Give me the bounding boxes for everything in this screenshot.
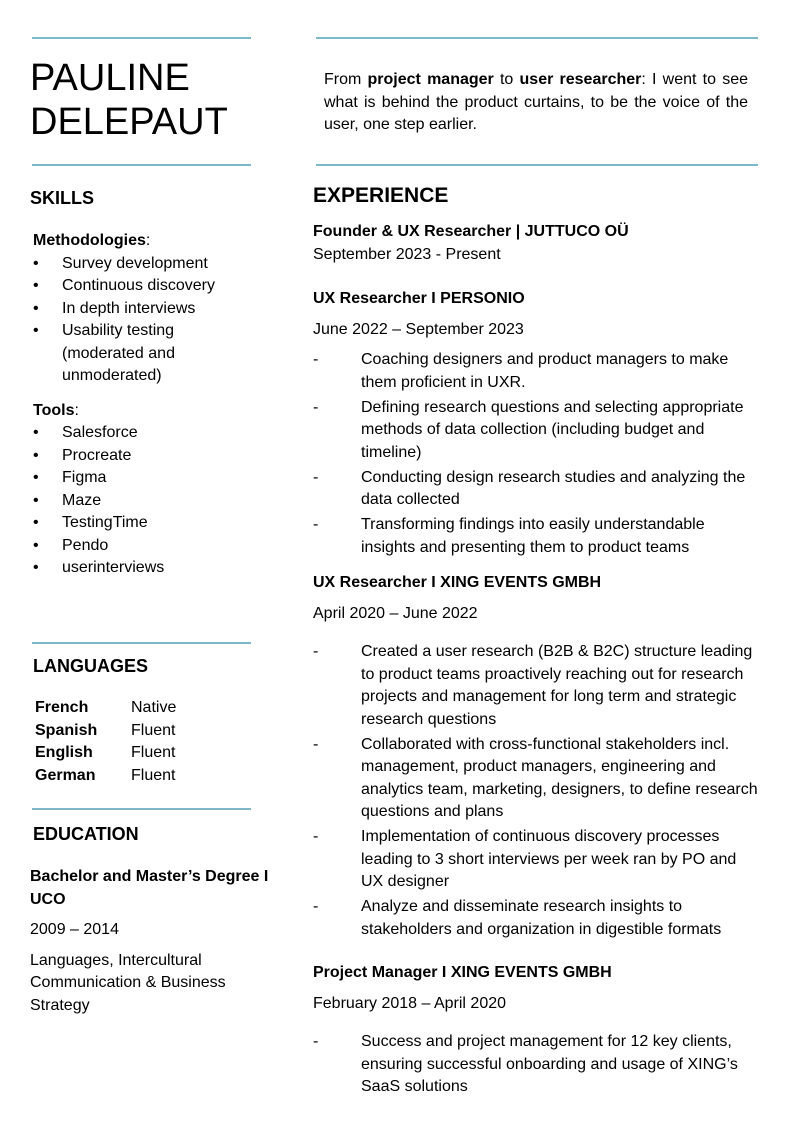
language-level: Fluent [131, 721, 176, 739]
languages-list [35, 697, 176, 787]
experience-heading: EXPERIENCE [313, 184, 449, 207]
tool-item-text: Figma [62, 469, 107, 486]
job-bullet-text: Coaching designers and product managers to make them proficient in UXR. [361, 351, 729, 391]
job-bullet-text: Collaborated with cross-functional stakeholders incl. management, product managers, engineering and analytics team, marketing, designers, to define research questions and plans [361, 735, 758, 820]
summary [324, 69, 748, 137]
job-bullet [313, 1031, 759, 1099]
job-bullets [313, 349, 753, 559]
last-name: DELEPAUT [30, 101, 228, 143]
tool-item [33, 490, 243, 513]
tool-item [33, 445, 243, 468]
language-row [35, 697, 176, 720]
bullet-marker: - [313, 1033, 319, 1050]
divider [32, 808, 251, 810]
summary-emphasis: project manager [367, 71, 494, 88]
methodology-item [33, 275, 243, 298]
job-bullet [313, 467, 753, 512]
language-name: French [35, 699, 89, 716]
divider [316, 37, 758, 39]
job-bullet [313, 896, 759, 941]
job-title: UX Researcher I XING EVENTS GMBH [313, 574, 602, 591]
language-row [35, 765, 176, 788]
job-bullet [313, 349, 753, 394]
language-level: Fluent [131, 766, 176, 784]
job-dates: February 2018 – April 2020 [313, 994, 507, 1012]
job-title: UX Researcher I PERSONIO [313, 290, 525, 307]
methodology-item-text: Usability testing (moderated and unmoderated) [62, 322, 175, 384]
methodologies-label: Methodologies [33, 232, 146, 249]
bullet-marker: - [313, 468, 319, 486]
education-field: Languages, Intercultural Communication & Business Strategy [30, 951, 226, 1014]
job-bullets [313, 641, 759, 941]
job-entry [313, 221, 629, 266]
methodology-item-text: In depth interviews [62, 299, 196, 317]
divider [316, 164, 758, 166]
tool-item-text: Pendo [62, 536, 109, 554]
tool-item-text: TestingTime [62, 514, 148, 531]
summary-emphasis: user researcher [519, 71, 642, 88]
bullet-marker: - [313, 735, 319, 753]
bullet-marker: - [313, 898, 319, 915]
tool-item-text: userinterviews [62, 559, 165, 576]
divider [32, 642, 251, 644]
job-bullet [313, 514, 753, 559]
job-title: Founder & UX Researcher | JUTTUCO OÜ [313, 223, 629, 240]
bullet-marker: • [33, 446, 39, 464]
languages-heading: LANGUAGES [33, 656, 149, 676]
language-name: Spanish [35, 721, 98, 739]
job-title: Project Manager I XING EVENTS GMBH [313, 964, 612, 981]
language-level: Native [131, 699, 177, 716]
bullet-marker: - [313, 351, 319, 368]
job-bullet [313, 397, 753, 465]
language-row [35, 720, 176, 743]
bullet-marker: • [33, 536, 39, 554]
skills-section: Methodologies: • Survey development • Continuous discovery • In depth interviews • Usability testing (moderated and unmoderated) Tools: • Salesforce • Procreate • Figma • Maze • TestingTime • Pendo • userinterviews [33, 230, 243, 580]
job-dates: September 2023 - Present [313, 245, 501, 263]
bullet-marker: • [33, 254, 39, 272]
job-bullet-text: Success and project management for 12 key clients, ensuring successful onboarding and usage of XING’s SaaS solutions [361, 1033, 738, 1095]
tool-item [33, 557, 243, 580]
tool-item [33, 512, 243, 535]
bullet-marker: • [33, 469, 39, 486]
tool-item [33, 467, 243, 490]
divider [32, 164, 251, 166]
job-bullet-text: Implementation of continuous discovery processes leading to 3 short interviews per week ran by PO and UX designer [361, 828, 737, 890]
language-level: Fluent [131, 744, 176, 761]
bullet-marker: • [33, 559, 39, 576]
job-bullet-text: Transforming findings into easily understandable insights and presenting them to product teams [361, 516, 705, 556]
education-years: 2009 – 2014 [30, 921, 119, 938]
tool-item [33, 422, 243, 445]
bullet-marker: - [313, 643, 319, 660]
tool-item [33, 535, 243, 558]
job-bullet-text: Analyze and disseminate research insights to stakeholders and organization in digestible formats [361, 898, 722, 938]
language-name: English [35, 744, 93, 761]
methodology-item [33, 298, 243, 321]
tool-item-text: Salesforce [62, 424, 138, 441]
summary-text: From [324, 71, 368, 88]
divider [32, 37, 251, 39]
language-row [35, 742, 176, 765]
bullet-marker: • [33, 277, 39, 294]
job-entry [313, 288, 753, 562]
education-heading: EDUCATION [33, 824, 139, 844]
tool-item-text: Maze [62, 491, 102, 509]
job-dates: April 2020 – June 2022 [313, 604, 478, 622]
job-bullet-text: Conducting design research studies and analyzing the data collected [361, 468, 746, 508]
methodology-item-text: Survey development [62, 254, 208, 272]
methodology-item [33, 320, 243, 388]
methodology-item-text: Continuous discovery [62, 277, 215, 294]
methodology-item [33, 253, 243, 276]
methodologies-list [33, 253, 243, 388]
bullet-marker: - [313, 516, 319, 533]
job-bullet [313, 826, 759, 894]
bullet-marker: • [33, 322, 39, 339]
bullet-marker: • [33, 424, 39, 441]
job-bullets [313, 1031, 759, 1099]
first-name: PAULINE [30, 57, 190, 99]
bullet-marker: • [33, 491, 39, 509]
summary-text: to [493, 71, 520, 88]
education-section [30, 866, 280, 1017]
skills-heading: SKILLS [30, 188, 95, 208]
job-bullet [313, 641, 759, 731]
job-bullet-text: Created a user research (B2B & B2C) structure leading to product teams proactively reaching out for research projects and management for long term and strategic research questions [361, 643, 753, 728]
bullet-marker: - [313, 398, 319, 416]
degree: Bachelor and Master’s Degree I UCO [30, 868, 269, 908]
tool-item-text: Procreate [62, 446, 132, 464]
language-name: German [35, 766, 96, 784]
bullet-marker: • [33, 299, 39, 317]
page-title [30, 56, 228, 144]
tools-label: Tools [33, 401, 75, 419]
job-entry [313, 572, 759, 944]
job-dates: June 2022 – September 2023 [313, 320, 524, 338]
summary-text: : I went to see what is behind the product curtains, to be the voice of the user, one step earlier. [324, 71, 749, 133]
bullet-marker: - [313, 828, 319, 845]
tools-list [33, 422, 243, 580]
job-bullet [313, 734, 759, 824]
bullet-marker: • [33, 514, 39, 531]
job-entry [313, 962, 759, 1101]
job-bullet-text: Defining research questions and selecting appropriate methods of data collection (including budget and timeline) [361, 398, 744, 461]
